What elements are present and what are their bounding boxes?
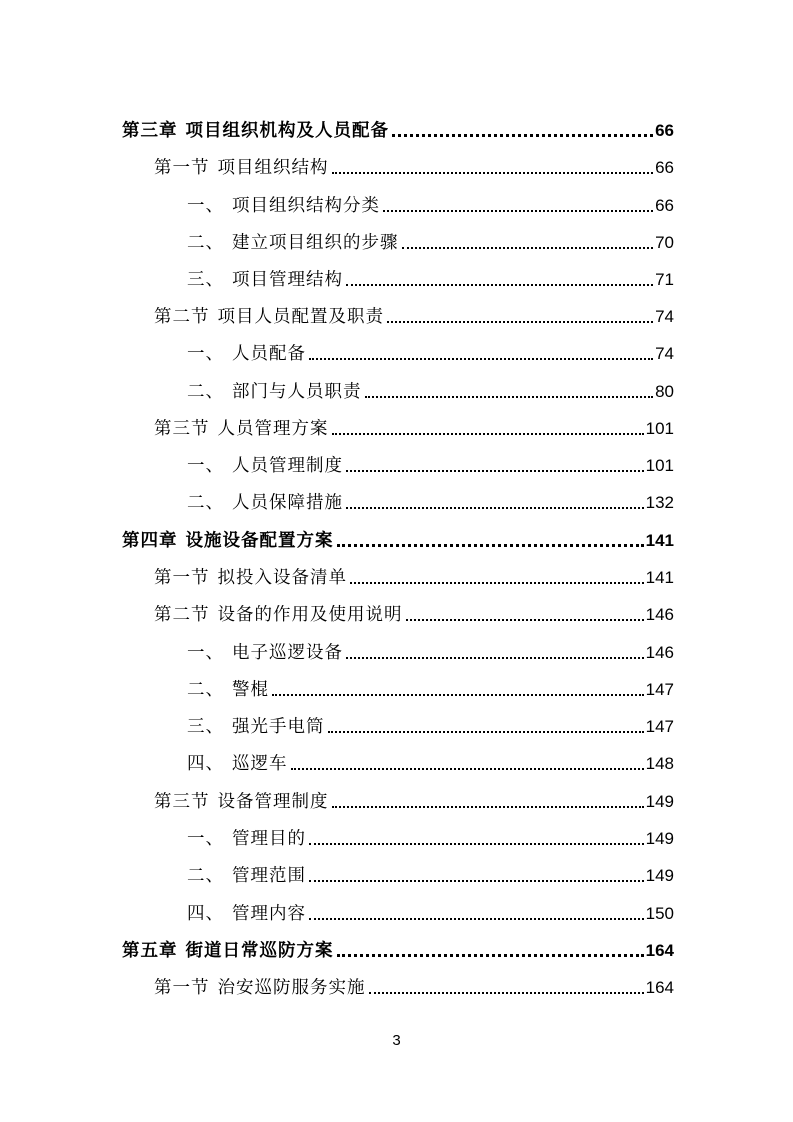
toc-entry-title: 项目人员配置及职责 [217,307,384,327]
toc-entry-page: 150 [645,904,674,923]
toc-leader-dots [309,917,644,920]
toc-entry-page: 147 [645,680,674,699]
toc-entry-item [187,671,674,701]
toc-entry-page: 149 [645,829,674,848]
toc-entry-number: 一、 [187,344,224,364]
toc-entry-page: 80 [655,382,674,401]
toc-entry-number: 第一节 [154,978,210,998]
toc-entry-number: 三、 [187,717,224,737]
toc-entry-section [154,149,674,179]
toc-leader-dots [309,357,653,360]
toc-entry-item [187,857,674,887]
toc-entry-page: 146 [645,643,674,662]
toc-leader-dots [346,469,644,472]
toc-entry-title: 建立项目组织的步骤 [232,233,399,253]
toc-entry-page: 66 [655,121,674,140]
toc-entry-page: 70 [655,233,674,252]
toc-entry-title: 强光手电筒 [232,717,325,737]
toc-entry-chapter [122,932,674,962]
toc-leader-dots [332,805,644,808]
toc-entry-number: 二、 [187,680,224,700]
toc-entry-page: 164 [645,941,674,960]
toc-entry-item [187,373,674,403]
toc-entry-page: 101 [645,419,674,438]
toc-leader-dots [337,953,644,957]
toc-entry-number: 三、 [187,270,224,290]
toc-entry-number: 第一节 [154,568,210,588]
toc-entry-page: 66 [655,158,674,177]
toc-entry-item [187,745,674,775]
toc-entry-number: 四、 [187,754,224,774]
toc-entry-number: 二、 [187,866,224,886]
toc-entry-page: 132 [645,493,674,512]
toc-entry-number: 第三节 [154,792,210,812]
toc-entry-item [187,708,674,738]
toc-entry-title: 巡逻车 [232,754,288,774]
toc-entry-title: 设施设备配置方案 [185,531,334,551]
toc-entry-number: 一、 [187,456,224,476]
toc-entry-number: 一、 [187,196,224,216]
toc-entry-number: 第四章 [122,531,178,551]
toc-entry-section [154,783,674,813]
toc-entry-chapter [122,522,674,552]
toc-entry-number: 第五章 [122,941,178,961]
toc-leader-dots [383,209,653,212]
toc-entry-page: 141 [645,568,674,587]
toc-entry-item [187,895,674,925]
toc-entry-title: 项目组织结构 [217,158,329,178]
toc-leader-dots [291,767,644,770]
toc-entry-page: 141 [645,531,674,550]
page-number: 3 [392,1032,401,1049]
toc-entry-item [187,447,674,477]
toc-entry-title: 管理目的 [232,829,306,849]
toc-leader-dots [332,432,644,435]
toc-entry-page: 149 [645,792,674,811]
toc-entry-page: 147 [645,717,674,736]
toc-leader-dots [406,618,644,621]
toc-entry-title: 项目组织机构及人员配备 [185,121,389,141]
toc-entry-number: 第三节 [154,419,210,439]
toc-entry-title: 治安巡防服务实施 [217,978,366,998]
toc-entry-title: 部门与人员职责 [232,382,362,402]
toc-leader-dots [350,581,644,584]
toc-entry-page: 71 [655,270,674,289]
toc-leader-dots [369,991,644,994]
toc-entry-title: 街道日常巡防方案 [185,941,334,961]
toc-entry-section [154,596,674,626]
toc-leader-dots [328,730,644,733]
toc-entry-title: 人员管理制度 [232,456,343,476]
toc-entry-title: 设备的作用及使用说明 [217,605,403,625]
toc-leader-dots [346,506,644,509]
toc-entry-number: 第二节 [154,307,210,327]
toc-leader-dots [387,320,653,323]
toc-entry-number: 第三章 [122,121,178,141]
toc-entry-title: 人员配备 [232,344,306,364]
toc-entry-item [187,484,674,514]
toc-entry-number: 二、 [187,233,224,253]
toc-leader-dots [309,879,644,882]
toc-entry-chapter [122,112,674,142]
toc-entry-title: 管理范围 [232,866,306,886]
toc-entry-item [187,261,674,291]
toc-leader-dots [332,171,654,174]
toc-entry-section [154,410,674,440]
toc-leader-dots [346,283,653,286]
toc-entry-number: 二、 [187,382,224,402]
toc-entry-section [154,559,674,589]
toc-entry-item [187,187,674,217]
toc-leader-dots [392,133,653,137]
toc-entry-title: 设备管理制度 [217,792,329,812]
toc-entry-title: 警棍 [232,680,269,700]
toc-entry-item [187,634,674,664]
toc-entry-number: 四、 [187,904,224,924]
toc-entry-title: 项目管理结构 [232,270,343,290]
toc-leader-dots [346,656,644,659]
toc-entry-title: 电子巡逻设备 [232,643,343,663]
toc-entry-title: 项目组织结构分类 [232,196,380,216]
toc-leader-dots [365,395,654,398]
toc-leader-dots [337,543,644,547]
toc-entry-page: 148 [645,754,674,773]
toc-entry-page: 101 [645,456,674,475]
toc-entry-page: 149 [645,866,674,885]
toc-entry-section [154,969,674,999]
toc-entry-title: 人员保障措施 [232,493,343,513]
toc-leader-dots [402,246,654,249]
toc-entry-page: 74 [655,307,674,326]
toc-entry-page: 146 [645,605,674,624]
toc-entry-number: 一、 [187,829,224,849]
toc-entry-title: 管理内容 [232,904,306,924]
toc-entry-number: 一、 [187,643,224,663]
toc-entry-number: 第二节 [154,605,210,625]
toc-entry-item [187,820,674,850]
toc-entry-page: 66 [655,196,674,215]
toc-leader-dots [272,693,644,696]
toc-entry-number: 二、 [187,493,224,513]
toc-leader-dots [309,842,644,845]
toc-entry-page: 164 [645,978,674,997]
toc-entry-title: 人员管理方案 [217,419,329,439]
toc-entry-title: 拟投入设备清单 [217,568,347,588]
toc-entry-page: 74 [655,344,674,363]
toc-entry-section [154,298,674,328]
toc-entry-number: 第一节 [154,158,210,178]
toc-entry-item [187,224,674,254]
toc-entry-item [187,335,674,365]
